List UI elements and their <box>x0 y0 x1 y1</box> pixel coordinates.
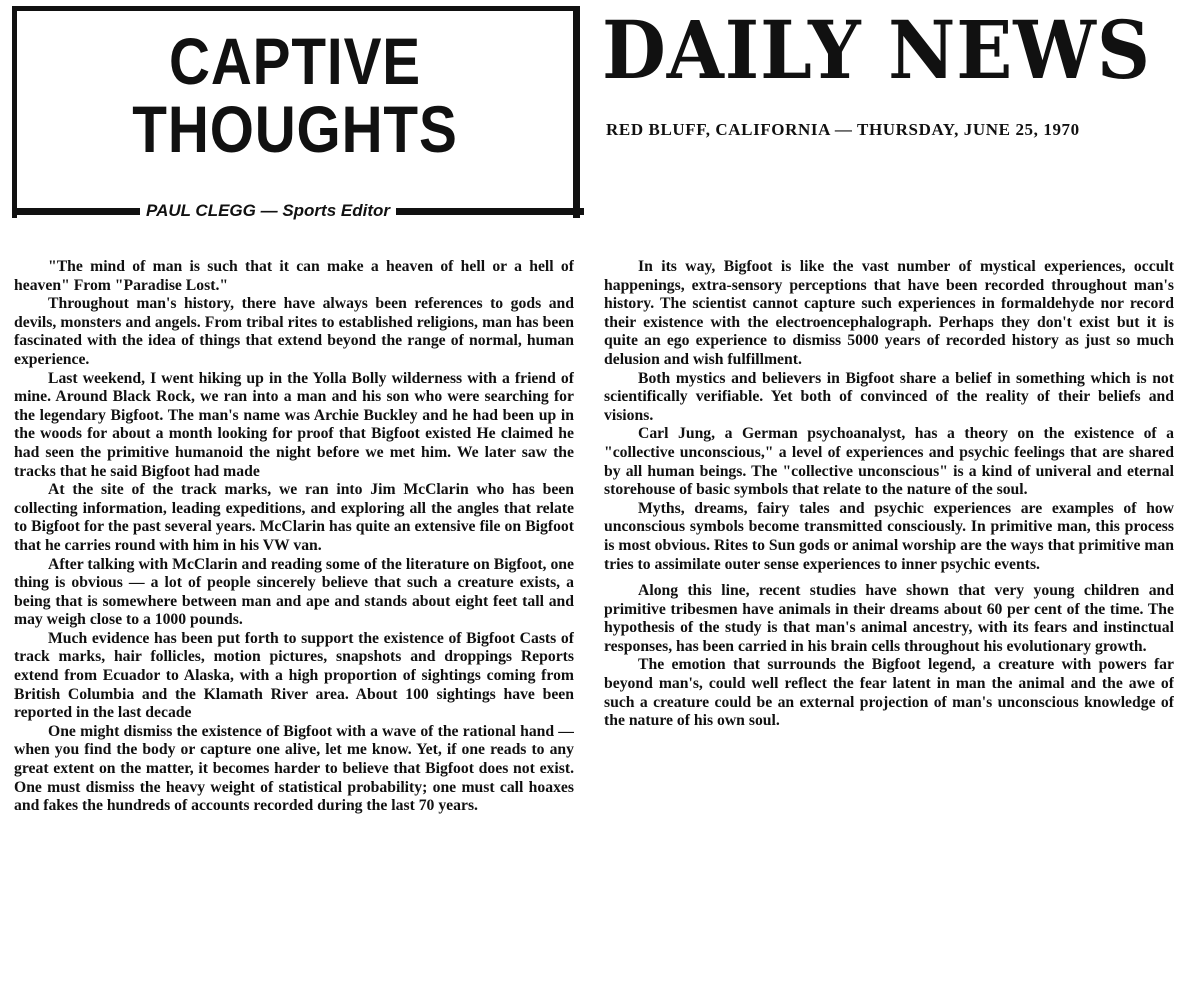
dateline: RED BLUFF, CALIFORNIA — THURSDAY, JUNE 25, 1970 <box>606 120 1080 139</box>
paragraph: In its way, Bigfoot is like the vast number of mystical experiences, occult happenings, extra-sensory perceptions that have been recorded throughout man's history. The scientist cannot capture such experiences in formaldehyde nor record their existence with the electroencephalograph. Perhaps they don't exist but it is quite an ego experience to dismiss 5000 years of recorded history as just so much delusion and wish fulfillment. <box>604 258 1174 368</box>
byline-rule-left <box>12 208 140 215</box>
column-title: CAPTIVE THOUGHTS <box>132 24 458 166</box>
paragraph: Much evidence has been put forth to support the existence of Bigfoot Casts of track marks, hair follicles, motion pictures, snapshots and droppings Reports extend from Ecuador to Alaska, with a high proportion of sightings coming from British Columbia and the Klamath River area. About 100 sightings have been reported in the last decade <box>14 629 574 722</box>
paragraph: At the site of the track marks, we ran into Jim McClarin who has been collecting information, leading expeditions, and exploring all the angles that relate to Bigfoot for the past several years. McClarin has quite an extensive file on Bigfoot that he carries round with him in his VW van. <box>14 481 574 554</box>
byline: PAUL CLEGG — Sports Editor <box>146 201 390 220</box>
paragraph: Last weekend, I went hiking up in the Yolla Bolly wilderness with a friend of mine. Around Black Rock, we ran into a man and his son who were searching for the legendary Bigfoot. The man's name was Archie Buckley and he had been up in the woods for about a month looking for proof that Bigfoot existed He claimed he had seen the primitive humanoid the night before we met him. We later saw the tracks that he said Bigfoot had made <box>14 369 574 480</box>
paragraph: Myths, dreams, fairy tales and psychic experiences are examples of how unconscious symbols become transmitted consciously. In primitive man, this process is most obvious. Rites to Sun gods or animal worship are the ways that primitive man tries to assimilate outer sense experiences to inner psychic events. <box>604 499 1174 573</box>
newspaper-masthead: DAILY NEWS <box>602 3 1151 97</box>
byline-rule-right <box>396 208 584 215</box>
paragraph: Both mystics and believers in Bigfoot share a belief in something which is not scientifically verifiable. Yet both of convinced of the reality of their beliefs and visions. <box>604 369 1174 424</box>
byline-row <box>12 196 584 226</box>
paragraph: The emotion that surrounds the Bigfoot legend, a creature with powers far beyond man's, could well reflect the fear latent in man the animal and the awe of such a creature could be an external projection of man's unconscious knowledge of the nature of his own soul. <box>604 656 1174 730</box>
paragraph: Along this line, recent studies have shown that very young children and primitive tribesmen have animals in their dreams about 60 per cent of the time. The hypothesis of the study is that man's animal ancestry, with its fears and instinctual responses, has been carried in his brain cells throughout his evolutionary growth. <box>604 582 1174 655</box>
paragraph: After talking with McClarin and reading some of the literature on Bigfoot, one thing is obvious — a lot of people sincerely believe that such a creature exists, a being that is somewhere between man and ape and stands about eight feet tall and may weigh close to a 1000 pounds. <box>14 555 574 629</box>
paragraph: Carl Jung, a German psychoanalyst, has a theory on the existence of a "collective unconscious," a level of experiences and psychic feelings that are shared by all human beings. The "collective unconscious" is a kind of univeral and eternal storehouse of basic symbols that relate to the nature of the soul. <box>604 425 1174 499</box>
article-column-left <box>14 258 574 978</box>
paragraph: Throughout man's history, there have always been references to gods and devils, monsters and angels. From tribal rites to established religions, man has been fascinated with the idea of things that extend beyond the range of normal, human experience. <box>14 295 574 368</box>
paragraph: One might dismiss the existence of Bigfoot with a wave of the rational hand — when you find the body or capture one alive, let me know. Yet, if one reads to any great extent on the matter, it becomes harder to believe that Bigfoot does not exist. One must dismiss the heavy weight of statistical probability; one must call hoaxes and fakes the hundreds of accounts recorded during the last 70 years. <box>14 722 574 815</box>
paragraph: "The mind of man is such that it can make a heaven of hell or a hell of heaven" From "Paradise Lost." <box>14 258 574 294</box>
article-column-right <box>604 258 1174 898</box>
column-header-box <box>12 6 580 218</box>
